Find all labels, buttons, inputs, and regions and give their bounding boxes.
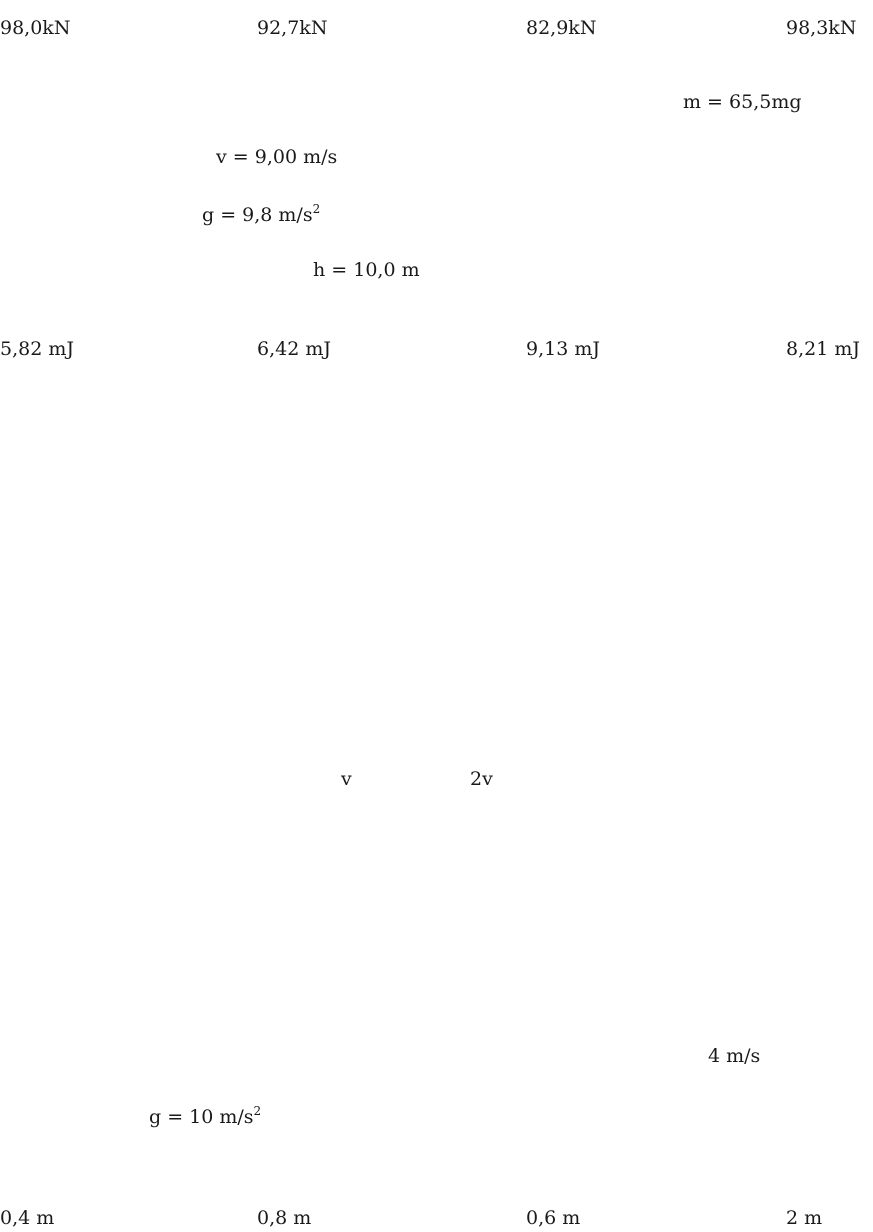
q4-option-c: 0,6 m xyxy=(526,1207,581,1229)
q1-option-c: 82,9kN xyxy=(526,17,597,39)
q2-option-d: 8,21 mJ xyxy=(786,338,860,360)
q4-option-a: 0,4 m xyxy=(0,1207,55,1229)
q2-height-value: h = 10,0 m xyxy=(313,259,420,281)
q2-velocity-value: v = 9,00 m/s xyxy=(216,146,338,168)
q4-speed-value: 4 m/s xyxy=(708,1045,761,1067)
q1-option-b: 92,7kN xyxy=(257,17,328,39)
q1-option-a: 98,0kN xyxy=(0,17,71,39)
q4-gravity-base: g = 10 m/s xyxy=(149,1106,254,1128)
q3-speed-a: v xyxy=(341,768,352,790)
q4-gravity-exponent: 2 xyxy=(253,1104,262,1118)
q2-option-b: 6,42 mJ xyxy=(257,338,331,360)
q1-option-d: 98,3kN xyxy=(786,17,857,39)
q2-mass-value: m = 65,5mg xyxy=(683,91,802,113)
q3-speed-b: 2v xyxy=(470,768,493,790)
q2-gravity-exponent: 2 xyxy=(312,202,321,216)
q2-gravity-value xyxy=(202,203,320,227)
q4-gravity-value xyxy=(149,1105,261,1129)
q4-option-b: 0,8 m xyxy=(257,1207,312,1229)
q2-option-c: 9,13 mJ xyxy=(526,338,600,360)
q2-option-a: 5,82 mJ xyxy=(0,338,74,360)
q4-option-d: 2 m xyxy=(786,1207,823,1229)
q2-gravity-base: g = 9,8 m/s xyxy=(202,204,313,226)
